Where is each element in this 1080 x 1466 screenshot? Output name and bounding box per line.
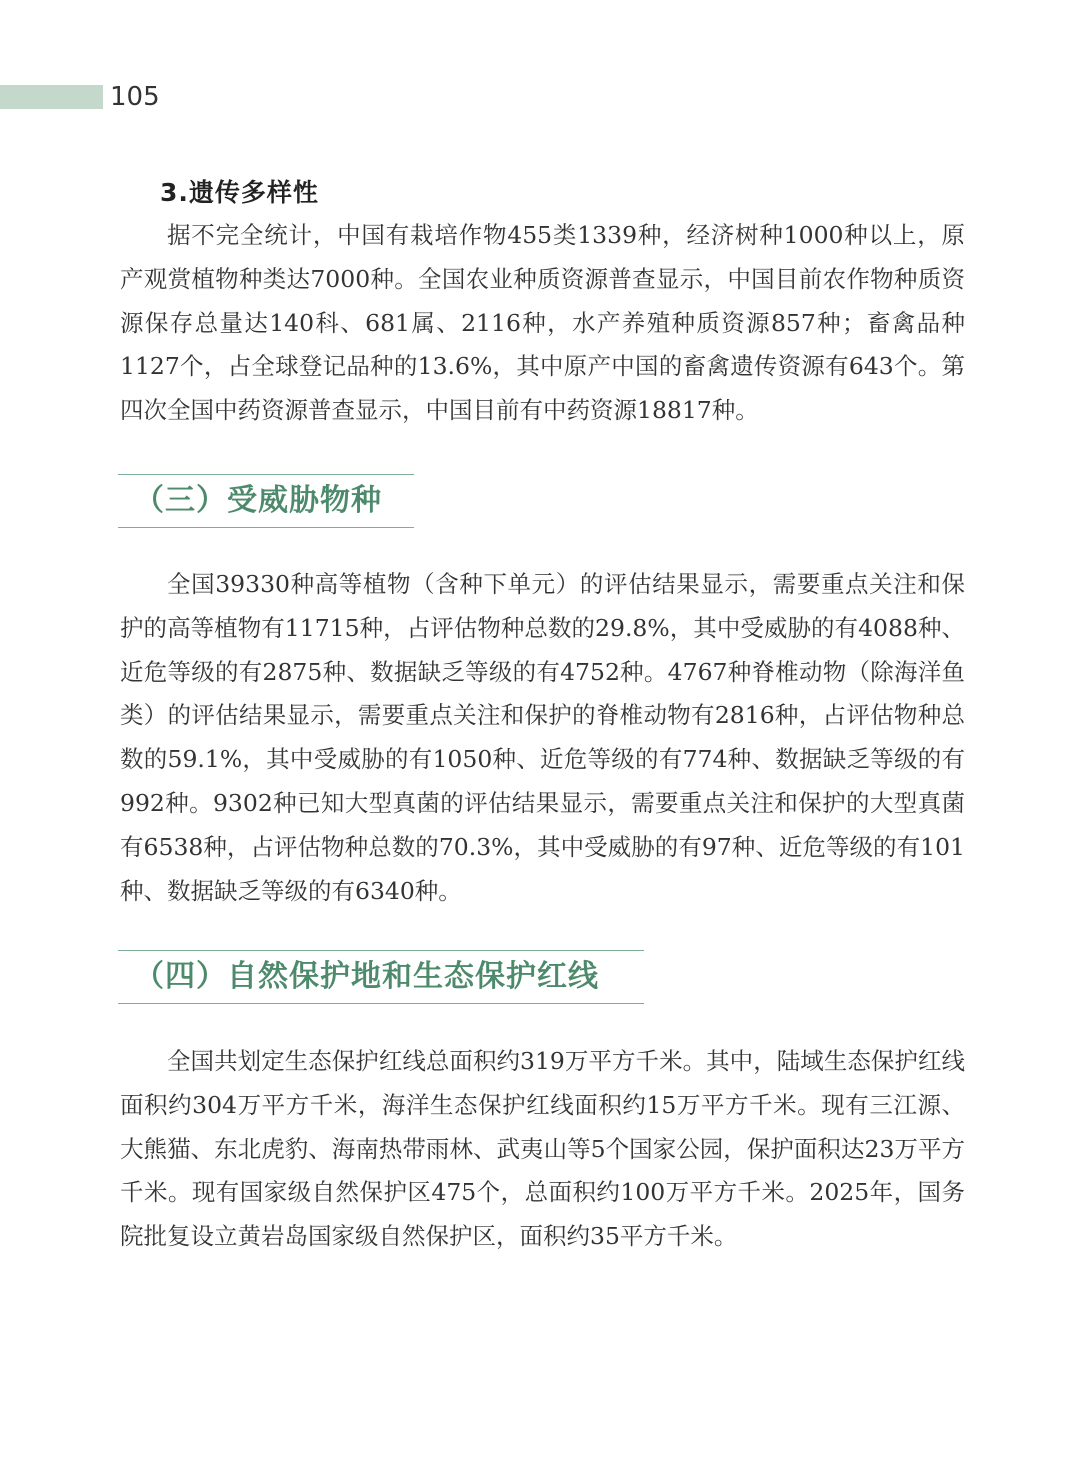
paragraph-threatened-species: 全国39330种高等植物（含种下单元）的评估结果显示，需要重点关注和保护的高等植物有11715种，占评估物种总数的29.8%，其中受威胁的有4088种、近危等级的有2875种、数据缺乏等级的有4752种。4767种脊椎动物（除海洋鱼类）的评估结果显示，需要重点关注和保护的脊椎动物有2816种，占评估物种总数的59.1%，其中受威胁的有1050种、近危等级的有774种、数据缺乏等级的有992种。9302种已知大型真菌的评估结果显示，需要重点关注和保护的大型真菌有6538种，占评估物种总数的70.3%，其中受威胁的有97种、近危等级的有101种、数据缺乏等级的有6340种。 [120,570,965,905]
paragraph-genetic-diversity: 据不完全统计，中国有栽培作物455类1339种，经济树种1000种以上，原产观赏植物种类达7000种。全国农业种质资源普查显示，中国目前农作物种质资源保存总量达140科、681属、2116种，水产养殖种质资源857种；畜禽品种1127个，占全球登记品种的13.6%，其中原产中国的畜禽遗传资源有643个。第四次全国中药资源普查显示，中国目前有中药资源18817种。 [120,221,965,425]
section-heading-text: （四）自然保护地和生态保护红线 [134,959,599,994]
page-number-band [0,85,103,109]
paragraph-protected-areas: 全国共划定生态保护红线总面积约319万平方千米。其中，陆域生态保护红线面积约304万平方千米，海洋生态保护红线面积约15万平方千米。现有三江源、大熊猫、东北虎豹、海南热带雨林、武夷山等5个国家公园，保护面积达23万平方千米。现有国家级自然保护区475个，总面积约100万平方千米。2025年，国务院批复设立黄岩岛国家级自然保护区，面积约35平方千米。 [120,1047,965,1251]
subsection-heading-genetic-diversity: 3.遗传多样性 [160,178,319,207]
page-number: 105 [110,82,160,112]
section-heading-protected-areas [118,950,644,1004]
section-heading-text: （三）受威胁物种 [134,483,382,518]
section-heading-threatened-species [118,474,414,528]
